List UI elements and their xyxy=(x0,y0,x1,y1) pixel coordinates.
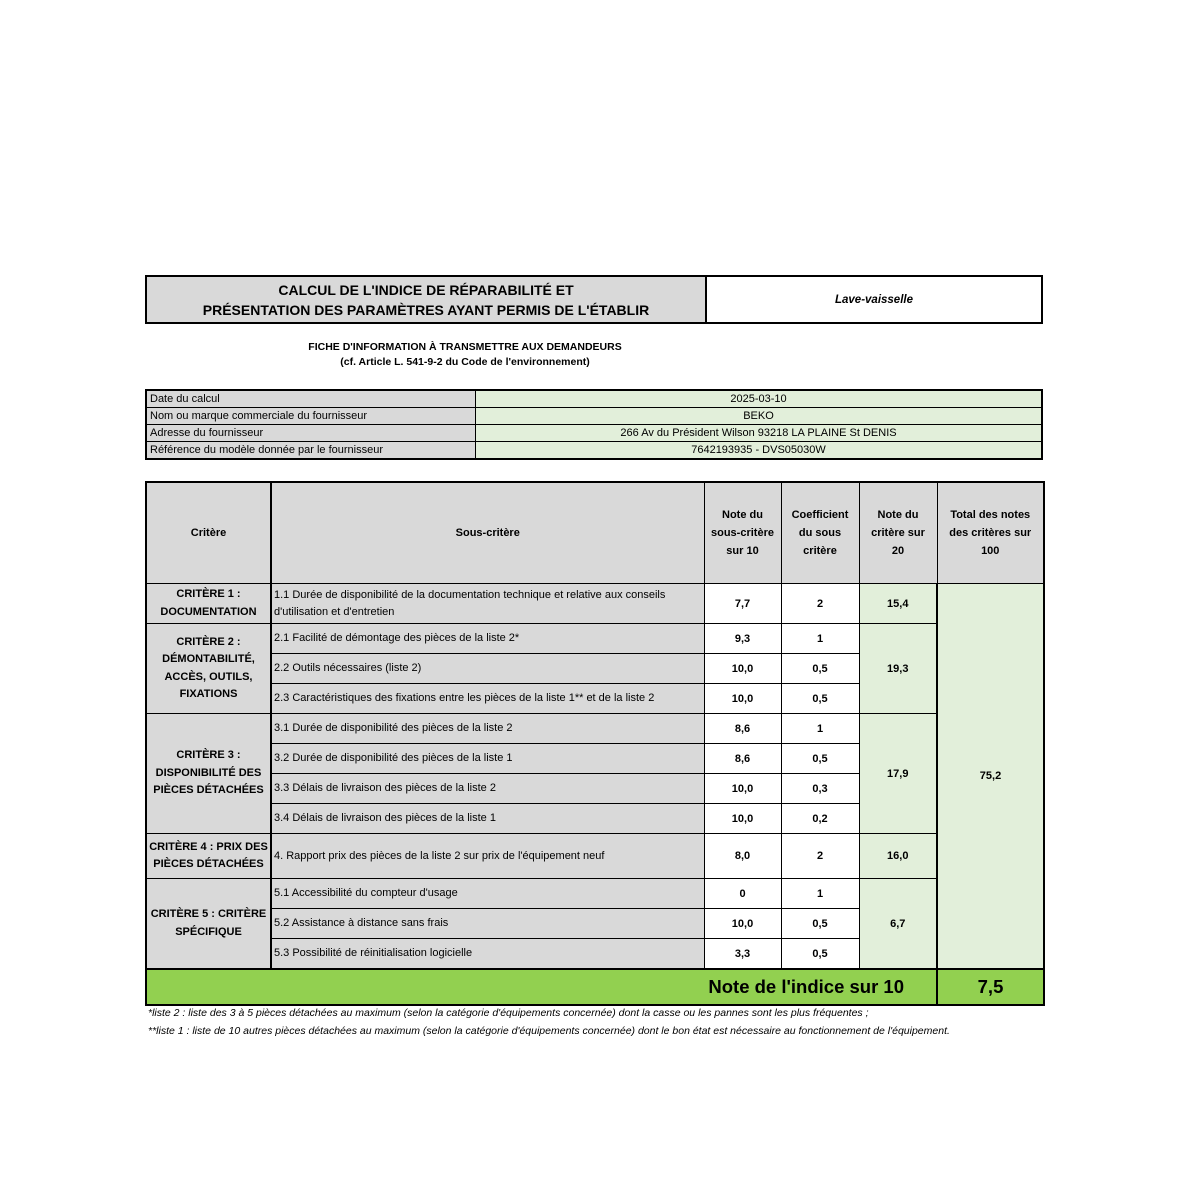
sub-criterion-label: 5.1 Accessibilité du compteur d'usage xyxy=(271,879,704,909)
info-row xyxy=(146,425,1042,442)
criterion-name: CRITÈRE 5 : CRITÈRE SPÉCIFIQUE xyxy=(146,879,271,970)
info-row xyxy=(146,390,1042,408)
table-row xyxy=(146,624,1044,654)
sub-criterion-coef: 1 xyxy=(781,624,859,654)
footnote-liste-2: *liste 2 : liste des 3 à 5 pièces détachées au maximum (selon la catégorie d'équipements concernée) dont la casse ou les pannes sont les plus fréquentes ; xyxy=(148,1007,869,1019)
header-coefficient: Coefficient du sous critère xyxy=(781,482,859,584)
sub-criterion-note: 8,6 xyxy=(704,714,781,744)
sub-criterion-label: 1.1 Durée de disponibilité de la documentation technique et relative aux conseils d'utilisation et d'entretien xyxy=(271,584,704,624)
sub-criterion-note: 10,0 xyxy=(704,684,781,714)
fiche-line-2: (cf. Article L. 541-9-2 du Code de l'environnement) xyxy=(340,356,590,368)
header-note-critere: Note du critère sur 20 xyxy=(859,482,937,584)
info-value: 266 Av du Président Wilson 93218 LA PLAINE St DENIS xyxy=(476,425,1043,442)
table-row xyxy=(146,584,1044,624)
repairability-table xyxy=(145,481,1045,1006)
sub-criterion-coef: 0,5 xyxy=(781,744,859,774)
criterion-note: 6,7 xyxy=(859,879,937,970)
info-value: BEKO xyxy=(476,408,1043,425)
sub-criterion-label: 2.2 Outils nécessaires (liste 2) xyxy=(271,654,704,684)
sub-criterion-coef: 0,2 xyxy=(781,804,859,834)
footnotes xyxy=(148,1004,1028,1040)
sub-criterion-coef: 0,3 xyxy=(781,774,859,804)
info-row xyxy=(146,442,1042,460)
sub-criterion-note: 3,3 xyxy=(704,939,781,970)
final-score-label: Note de l'indice sur 10 xyxy=(146,969,937,1005)
sub-criterion-coef: 0,5 xyxy=(781,684,859,714)
criterion-note: 16,0 xyxy=(859,834,937,879)
sub-criterion-label: 5.3 Possibilité de réinitialisation logicielle xyxy=(271,939,704,970)
info-label: Référence du modèle donnée par le fournisseur xyxy=(146,442,476,460)
criterion-name: CRITÈRE 2 : DÉMONTABILITÉ, ACCÈS, OUTILS, FIXATIONS xyxy=(146,624,271,714)
sub-criterion-note: 10,0 xyxy=(704,774,781,804)
criterion-name: CRITÈRE 4 : PRIX DES PIÈCES DÉTACHÉES xyxy=(146,834,271,879)
info-label: Nom ou marque commerciale du fournisseur xyxy=(146,408,476,425)
final-score-row xyxy=(146,969,1044,1005)
criterion-name: CRITÈRE 3 : DISPONIBILITÉ DES PIÈCES DÉTACHÉES xyxy=(146,714,271,834)
sub-criterion-label: 3.4 Délais de livraison des pièces de la liste 1 xyxy=(271,804,704,834)
sub-criterion-coef: 1 xyxy=(781,879,859,909)
sub-criterion-label: 2.1 Facilité de démontage des pièces de la liste 2* xyxy=(271,624,704,654)
sub-criterion-note: 10,0 xyxy=(704,804,781,834)
sub-criterion-note: 8,6 xyxy=(704,744,781,774)
title-line-1: CALCUL DE L'INDICE DE RÉPARABILITÉ ET xyxy=(278,281,574,298)
info-value: 7642193935 - DVS05030W xyxy=(476,442,1043,460)
header-note-sous-critere: Note du sous-critère sur 10 xyxy=(704,482,781,584)
sub-criterion-label: 4. Rapport prix des pièces de la liste 2 sur prix de l'équipement neuf xyxy=(271,834,704,879)
criterion-name: CRITÈRE 1 : DOCUMENTATION xyxy=(146,584,271,624)
sub-criterion-note: 10,0 xyxy=(704,654,781,684)
sub-criterion-label: 2.3 Caractéristiques des fixations entre les pièces de la liste 1** et de la liste 2 xyxy=(271,684,704,714)
sub-criterion-coef: 0,5 xyxy=(781,654,859,684)
info-label: Adresse du fournisseur xyxy=(146,425,476,442)
fiche-line-1: FICHE D'INFORMATION À TRANSMETTRE AUX DEMANDEURS xyxy=(308,341,622,353)
final-score-value: 7,5 xyxy=(937,969,1044,1005)
sub-criterion-coef: 2 xyxy=(781,834,859,879)
sub-criterion-note: 8,0 xyxy=(704,834,781,879)
sub-criterion-coef: 1 xyxy=(781,714,859,744)
sub-criterion-note: 7,7 xyxy=(704,584,781,624)
title-line-2: PRÉSENTATION DES PARAMÈTRES AYANT PERMIS DE L'ÉTABLIR xyxy=(202,301,650,318)
info-value: 2025-03-10 xyxy=(476,390,1043,408)
document-title xyxy=(147,277,707,322)
sub-criterion-note: 9,3 xyxy=(704,624,781,654)
table-row xyxy=(146,834,1044,879)
criterion-note: 17,9 xyxy=(859,714,937,834)
sub-criterion-label: 5.2 Assistance à distance sans frais xyxy=(271,909,704,939)
footnote-liste-1: **liste 1 : liste de 10 autres pièces détachées au maximum (selon la catégorie d'équipements concernée) dont le bon état est nécessaire au fonctionnement de l'équipement. xyxy=(148,1025,950,1037)
criterion-note: 19,3 xyxy=(859,624,937,714)
header-critere: Critère xyxy=(146,482,271,584)
table-row xyxy=(146,879,1044,909)
sub-criterion-coef: 0,5 xyxy=(781,909,859,939)
total-score: 75,2 xyxy=(937,584,1044,970)
sub-criterion-note: 0 xyxy=(704,879,781,909)
sub-criterion-label: 3.3 Délais de livraison des pièces de la liste 2 xyxy=(271,774,704,804)
sub-criterion-coef: 2 xyxy=(781,584,859,624)
product-category: Lave-vaisselle xyxy=(834,293,913,306)
table-header-row xyxy=(146,482,1044,584)
fiche-subtitle xyxy=(145,340,785,370)
header-sous-critere: Sous-critère xyxy=(271,482,704,584)
document-header xyxy=(145,275,1043,324)
criterion-note: 15,4 xyxy=(859,584,937,624)
info-label: Date du calcul xyxy=(146,390,476,408)
sub-criterion-label: 3.2 Durée de disponibilité des pièces de la liste 1 xyxy=(271,744,704,774)
sub-criterion-note: 10,0 xyxy=(704,909,781,939)
sub-criterion-coef: 0,5 xyxy=(781,939,859,970)
info-row xyxy=(146,408,1042,425)
supplier-info-table xyxy=(145,389,1043,460)
sub-criterion-label: 3.1 Durée de disponibilité des pièces de la liste 2 xyxy=(271,714,704,744)
table-row xyxy=(146,714,1044,744)
header-total: Total des notes des critères sur 100 xyxy=(937,482,1044,584)
